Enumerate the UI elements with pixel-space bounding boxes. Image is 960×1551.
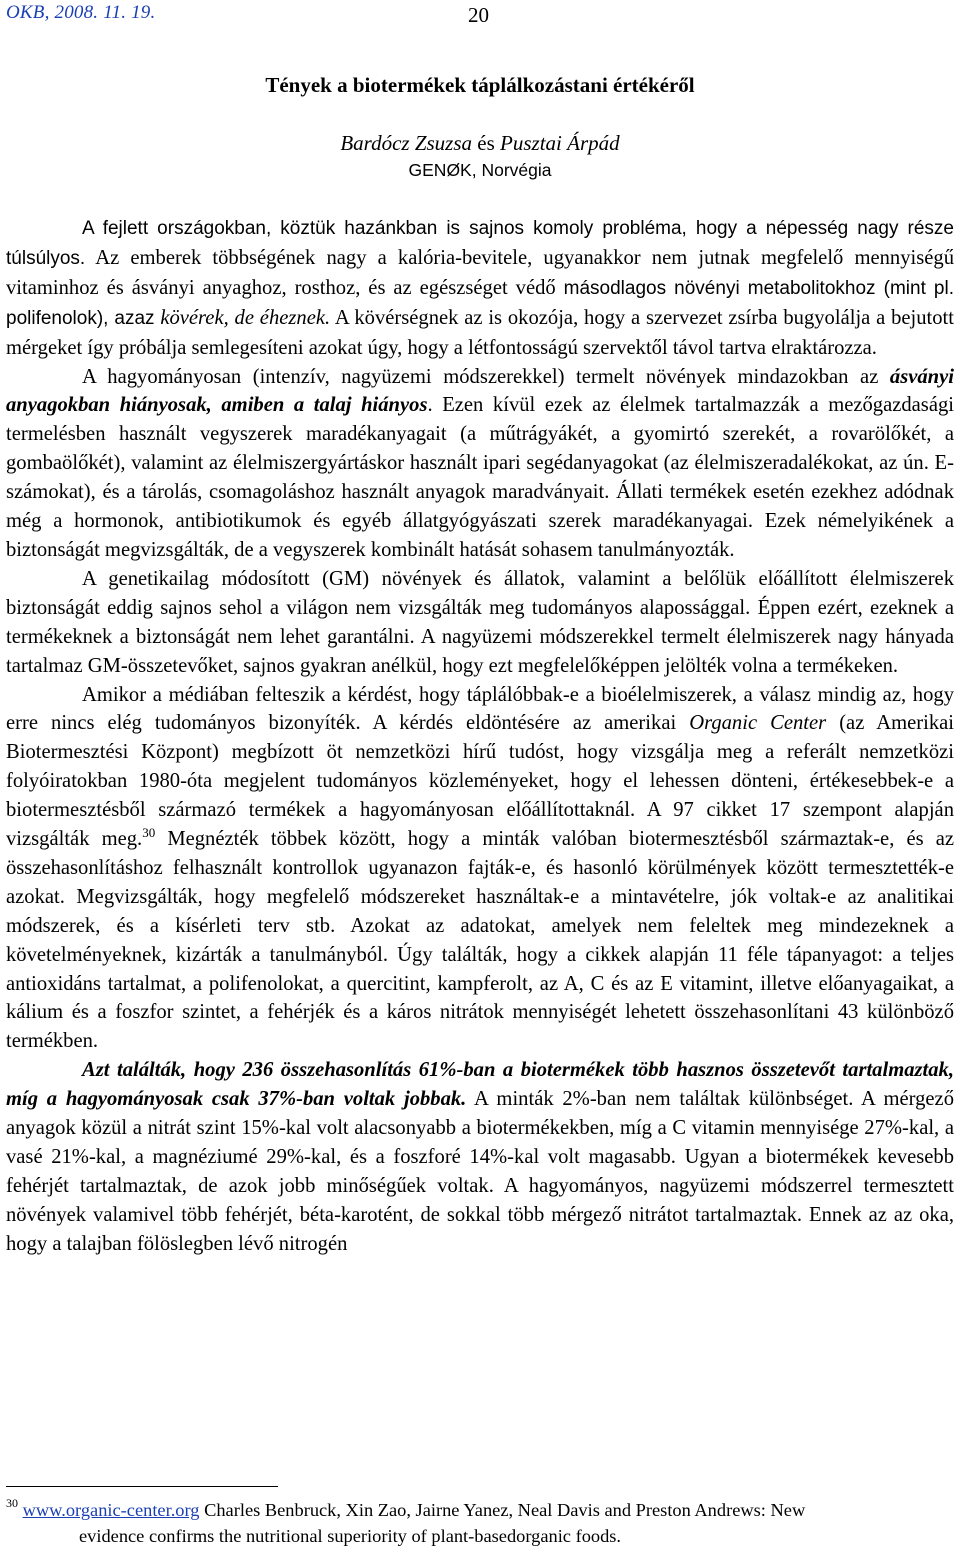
paragraph-1 [6, 214, 954, 363]
footnote-separator [6, 1486, 278, 1487]
author-pusztai: Pusztai Árpád [500, 131, 620, 155]
p4-text-d: Megnézték többek között, hogy a minták valóban biotermesztésből származtak-e, és az összehasonlításhoz felhasznált kontrollok ugyanazon fajták-e, és hasonló körülmények között termesztették-e azokat. Megvizsgálták, hogy megfelelő módszereket használtak-e a mintavételre, jók voltak-e az analitikai módszerek, és a kísérleti terv stb. Azokat az adatokat, amelyek nem feleltek meg mindezeknek a követelményeknek, kizárták a tanulmányból. Úgy találták, hogy a cikkek alapján 11 féle tápanyagot: a teljes antioxidáns tartalmat, a polifenolokat, a quercitint, kampferolt, az A, C és az E vitamint, illetve előanyagaikat, a kálium és a foszfor szintet, a fehérjék és a káros nitrátok mennyiségét lehetett összehasonlítani 43 különböző termékben. [6, 828, 954, 1053]
p4-text-c: (az Amerikai Biotermesztési Központ) megbízott öt nemzetközi hírű tudóst, hogy vizsgálja meg a referált nemzetközi folyóiratokban 1980-óta megjelent tudományos közleményeket, hogy el lehessen dönteni, értékesebbek-e a biotermesztésből származó termékek a hagyományosan előállítottaknál. A 97 cikket 17 szempont alapján vizsgálták meg. [6, 712, 954, 851]
paragraph-3: A genetikailag módosított (GM) növények és állatok, valamint a belőlük előállított élelmiszerek biztonságát eddig sajnos sehol a világon nem vizsgálták meg tudományos alapossággal. Éppen ezért, ezeknek a termékeknek a biztonságát nem lehet garantálni. A nagyüzemi módszerekkel termelt élelmiszerek nagy hányada tartalmaz GM-összetevőket, sajnos gyakran anélkül, hogy ezt megfelelőképpen jelölték volna a termékeken. [6, 567, 954, 677]
article-title: Tények a biotermékek táplálkozástani értékéről [265, 73, 695, 97]
paragraph-5 [6, 1056, 954, 1258]
organic-center-link[interactable]: www.organic-center.org [22, 1500, 200, 1520]
p1-text-b: Az emberek többségének nagy a kalória-bevitele, ugyanakkor nem jutnak megfelelő mennyiségű vitaminhoz és ásványi anyaghoz, rosthoz, és az egészséget védő [6, 246, 954, 299]
p4-text-a: Amikor a médiában felteszik a kérdést, hogy táplálóbbak-e a bioélelmiszerek, a válasz mindig az, hogy erre nincs elég tudományos bizonyíték. A kérdés eldöntésére az amerikai [6, 683, 954, 735]
authors-conjunction: és [477, 131, 495, 155]
p1-text-c: másodlagos növényi metabolitokhoz (mint pl. polifenolok), azaz [6, 277, 954, 329]
p5-bold-finding: Azt találták, hogy 236 összehasonlítás 61%-ban a biotermékek több hasznos összetevőt tartalmaztak, míg a hagyományosak csak 37%-ban voltak jobbak. [6, 1059, 954, 1111]
paragraph-4 [6, 681, 954, 1057]
footnote-citation: Charles Benbruck, Xin Zao, Jairne Yanez, Neal Davis and Preston Andrews: New [204, 1500, 806, 1520]
p1-emphasis: kövérek, de éheznek. [160, 306, 331, 329]
affiliation: GENØK, Norvégia [408, 160, 552, 180]
footnote-30 [6, 1497, 954, 1549]
footnote-ref-30: 30 [142, 825, 156, 841]
footnote-line-2: evidence confirms the nutritional superiority of plant-basedorganic foods. [79, 1526, 622, 1546]
p2-emphasis: ásványi anyagokban hiányosak, amiben a talaj hiányos [6, 365, 954, 417]
p1-text-a: A fejlett országokban, köztük hazánkban is sajnos komoly probléma, hogy a népesség nagy része túlsúlyos. [6, 218, 954, 269]
footnote-line-1 [6, 1497, 954, 1523]
page-number: 20 [468, 3, 489, 27]
p5-text-rest: A minták 2%-ban nem találtak különbséget. A mérgező anyagok közül a nitrát szint 15%-kal volt alacsonyabb a biotermékekben, míg a C vitamin mennyisége 27%-kal, a vasé 21%-kal, a magnéziumé 29%-kal, és a foszforé 14%-kal volt magasabb. Ugyan a biotermékek kevesebb fehérjét tartalmaztak, de azok jobb minőségűek voltak. A hagyományos, nagyüzemi módszerrel termesztett növények valamivel több fehérjét, béta-karotént, de sokkal több mérgező nitrátot tartalmaztak. Ennek az az oka, hogy a talajban fölöslegben lévő nitrogén [6, 1088, 954, 1255]
p1-text-e: A kövérségnek az is okozója, hogy a szervezet zsírba bugyolálja a bejutott mérgeket így [6, 306, 954, 359]
paragraph-2 [6, 363, 954, 565]
organic-center-name: Organic Center [689, 712, 827, 735]
footnote-number: 30 [6, 1496, 18, 1510]
author-bardocz: Bardócz Zsuzsa [340, 131, 473, 155]
header-date: OKB, 2008. 11. 19. [6, 2, 156, 23]
authors-line [0, 131, 960, 156]
p2-text-c: . Ezen kívül ezek az élelmek tartalmazzák a mezőgazdasági termelésben használt vegyszerek maradékanyagait (a műtrágyákét, a gyomirtó szerekét, a rovarölőkét, a gombaölőkét), valamint az élelmiszergyártáskor használt ipari segédanyagokat (az élelmiszeradalékokat, az ún. E-számokat), és a tárolás, csomagoláshoz használt anyagok maradványait. Állati termékek esetén ezekhez adódnak még a hormonok, antibiotikumok és egyéb állatgyógyászati szerek maradékanyagai. Ezek némelyikének a biztonságát megvizsgálták, de a vegyszerek kombinált hatását sohasem tanulmányozták. [6, 394, 954, 561]
article-body [6, 214, 954, 1259]
p2-text-a: A hagyományosan (intenzív, nagyüzemi módszerekkel) termelt növények mindazokban az [82, 365, 879, 388]
p1-text-f: próbálja semlegesíteni azokat úgy, hogy a létfontosságú szervektől távol tartva elraktározza. [118, 336, 877, 359]
